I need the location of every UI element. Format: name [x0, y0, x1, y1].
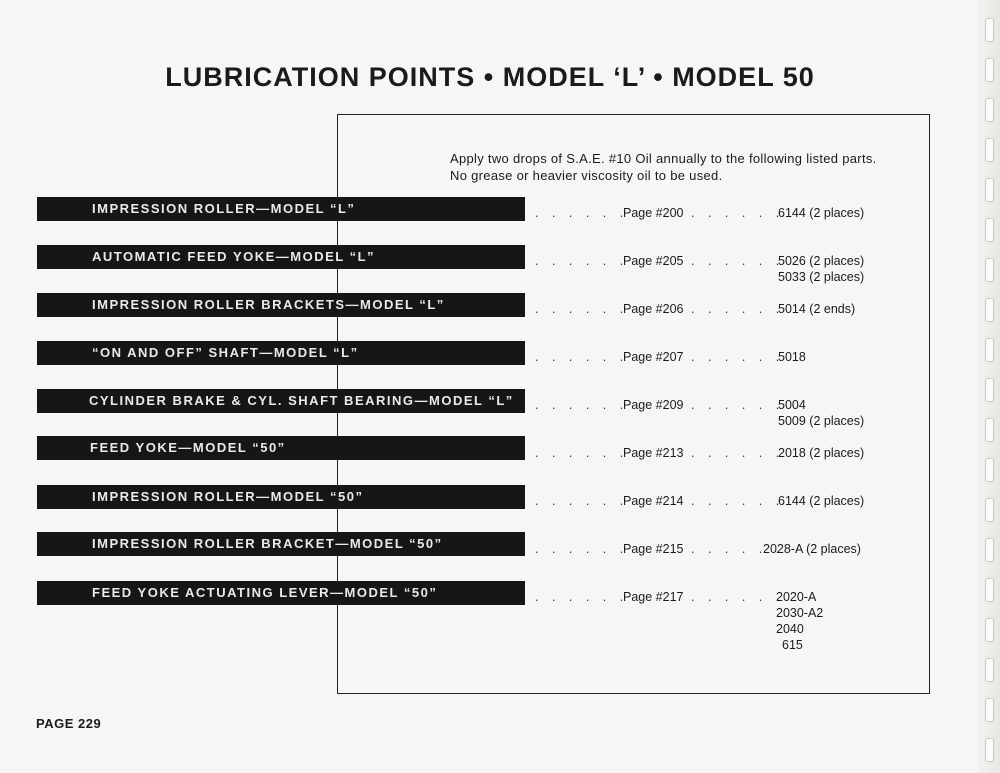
binding-hole: [985, 218, 994, 242]
part-number: 6144 (2 places): [778, 494, 865, 508]
page-reference: Page #200: [623, 206, 684, 220]
part-label-bar: IMPRESSION ROLLER—MODEL “L”: [37, 197, 525, 221]
page-reference: Page #206: [623, 302, 684, 316]
leader-dots: . . . . . .: [535, 350, 629, 364]
part-numbers: [778, 205, 864, 221]
page-reference: Page #215: [623, 542, 684, 556]
binding-hole: [985, 458, 994, 482]
page-reference: Page #205: [623, 254, 684, 268]
part-label-bar: AUTOMATIC FEED YOKE—MODEL “L”: [37, 245, 525, 269]
page-title: LUBRICATION POINTS • MODEL ‘L’ • MODEL 50: [165, 62, 815, 92]
binding-hole: [985, 418, 994, 442]
part-numbers: [778, 445, 864, 461]
leader-dots: . . . . . .: [535, 590, 629, 604]
binding-hole: [985, 258, 994, 282]
part-numbers: [778, 253, 864, 285]
leader-dots: . . . . . .: [691, 398, 785, 412]
page-number: PAGE 229: [36, 716, 102, 731]
part-number: 2020-A: [776, 590, 817, 604]
binding-hole: [985, 18, 994, 42]
part-number: 5009 (2 places): [778, 414, 865, 428]
instructions: [450, 150, 877, 184]
leader-dots: . . . . . .: [535, 206, 629, 220]
leader-dots: . . . . . .: [535, 302, 629, 316]
page-reference: Page #217: [623, 590, 684, 604]
part-label-bar: IMPRESSION ROLLER—MODEL “50”: [37, 485, 525, 509]
binding-hole: [985, 298, 994, 322]
page-reference: Page #214: [623, 494, 684, 508]
part-label-bar: FEED YOKE—MODEL “50”: [37, 436, 525, 460]
part-number: 5018: [778, 350, 806, 364]
leader-dots: . . . . . .: [535, 542, 629, 556]
binding-hole: [985, 618, 994, 642]
binding-hole: [985, 698, 994, 722]
leader-dots: . . . . . .: [691, 590, 785, 604]
part-label-bar: CYLINDER BRAKE & CYL. SHAFT BEARING—MODEL “L”: [37, 389, 525, 413]
binding-hole: [985, 378, 994, 402]
part-numbers: [778, 301, 855, 317]
part-numbers: [778, 397, 864, 429]
leader-dots: . . . . . .: [535, 398, 629, 412]
part-number: 615: [782, 638, 803, 652]
part-number: 5033 (2 places): [778, 270, 865, 284]
binding-hole: [985, 178, 994, 202]
part-label-bar: IMPRESSION ROLLER BRACKET—MODEL “50”: [37, 532, 525, 556]
leader-dots: . . . . . .: [691, 350, 785, 364]
part-number: 2028-A (2 places): [763, 542, 861, 556]
leader-dots: . . . . . .: [535, 494, 629, 508]
part-numbers: [776, 589, 823, 653]
binding-hole: [985, 658, 994, 682]
part-number: 2018 (2 places): [778, 446, 865, 460]
leader-dots: . . . . . .: [691, 206, 785, 220]
leader-dots: . . . . . .: [691, 446, 785, 460]
instructions-line-2: No grease or heavier viscosity oil to be used.: [450, 168, 723, 183]
leader-dots: . . . . . .: [691, 494, 785, 508]
part-number: 5026 (2 places): [778, 254, 865, 268]
binding-hole: [985, 738, 994, 762]
part-number: 2040: [776, 622, 804, 636]
leader-dots: . . . . . .: [535, 254, 629, 268]
binding-hole: [985, 98, 994, 122]
part-numbers: [763, 541, 861, 557]
part-number: 5014 (2 ends): [778, 302, 856, 316]
binding-hole: [985, 578, 994, 602]
binding-hole: [985, 498, 994, 522]
part-label-bar: FEED YOKE ACTUATING LEVER—MODEL “50”: [37, 581, 525, 605]
leader-dots: . . . . . .: [691, 302, 785, 316]
binding-hole: [985, 538, 994, 562]
part-number: 5004: [778, 398, 806, 412]
part-label-bar: “ON AND OFF” SHAFT—MODEL “L”: [37, 341, 525, 365]
part-number: 6144 (2 places): [778, 206, 865, 220]
instructions-line-1: Apply two drops of S.A.E. #10 Oil annually to the following listed parts.: [450, 151, 877, 166]
part-label-bar: IMPRESSION ROLLER BRACKETS—MODEL “L”: [37, 293, 525, 317]
binding-hole: [985, 338, 994, 362]
leader-dots: . . . . . .: [535, 446, 629, 460]
page-reference: Page #209: [623, 398, 684, 412]
binding-hole: [985, 58, 994, 82]
page-reference: Page #213: [623, 446, 684, 460]
leader-dots: . . . . . .: [691, 542, 785, 556]
part-number: 2030-A2: [776, 606, 824, 620]
part-numbers: [778, 349, 806, 365]
binding-edge: [978, 0, 1000, 773]
binding-hole: [985, 138, 994, 162]
page-reference: Page #207: [623, 350, 684, 364]
part-numbers: [778, 493, 864, 509]
leader-dots: . . . . . .: [691, 254, 785, 268]
